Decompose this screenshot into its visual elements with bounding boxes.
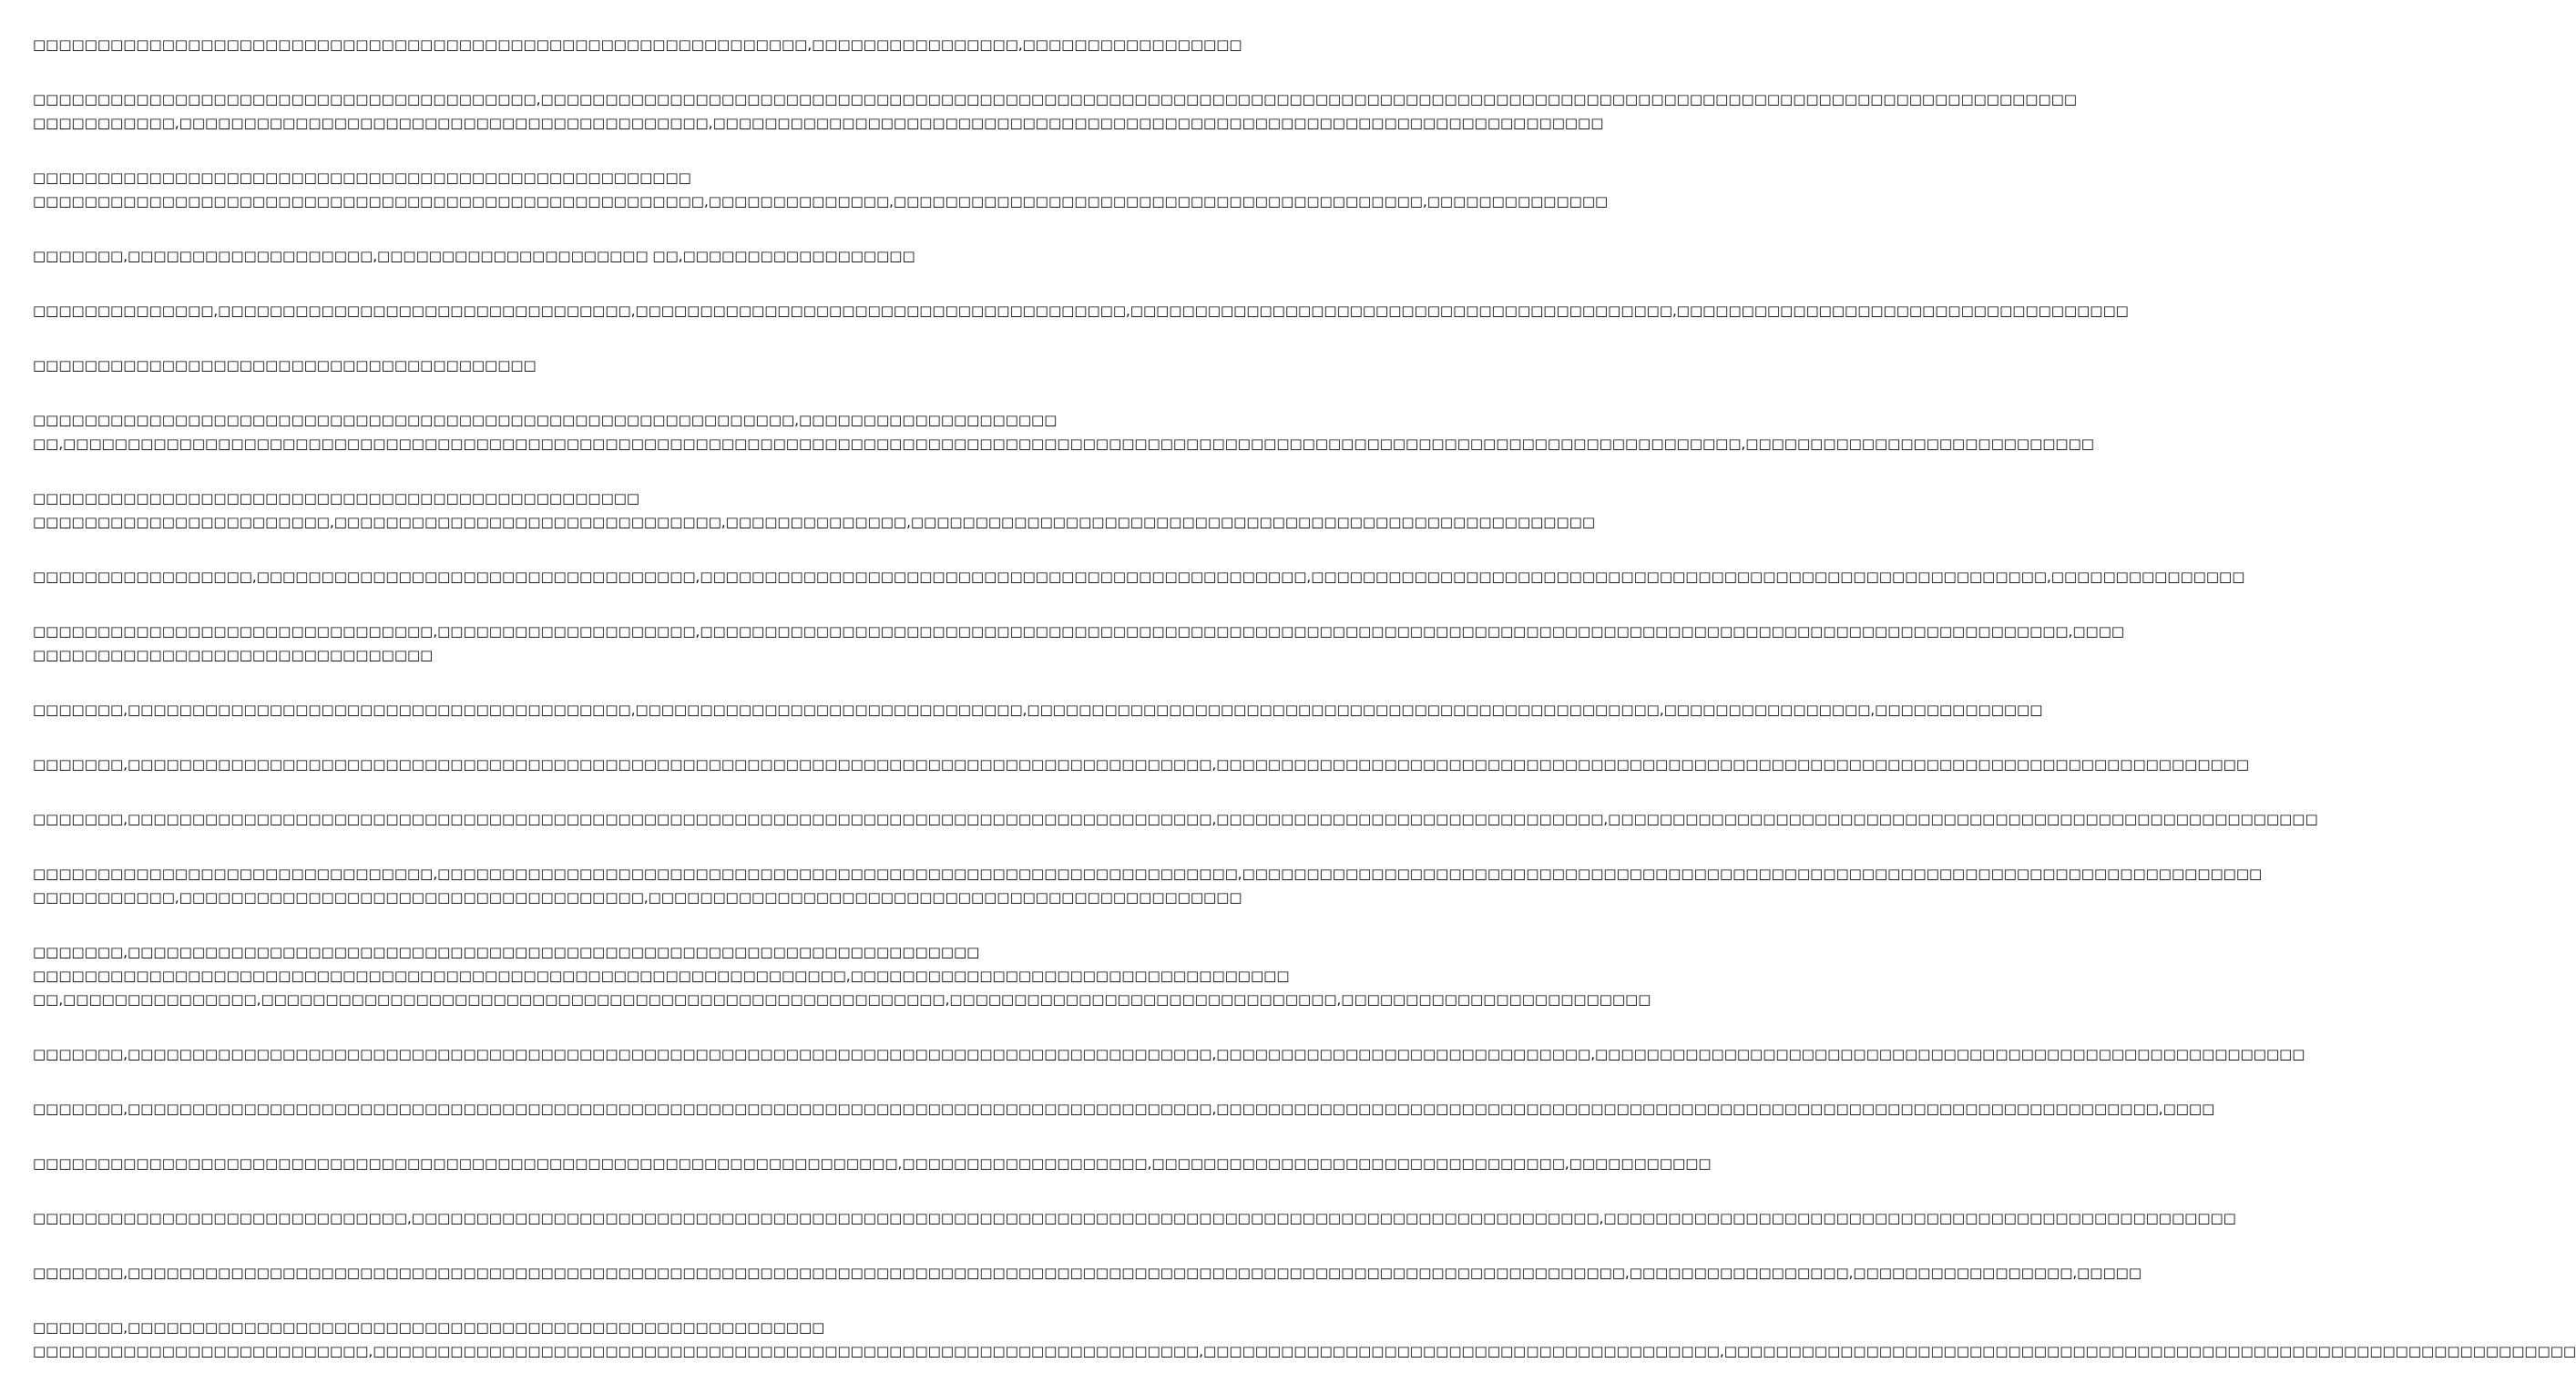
text-line: □□□□□□□□□□□□□□□□□□□□□□□□□□□□□□□,□□□□□□□□□□□□□□□□□□□□,□□□□□□□□□□□□□□□□□□□□□□□□□□□□□□□□□□□□□□□□□□□□□□□□□□□□□□□□□□□□□□□□□□□□□□□□□□□□□□□□□□□□□□□□□□□□□□□□□□□□□□□□□□,□□□□ — [33, 623, 2125, 640]
text-line: □□□□□□□□□□□□□□□□□□□□□□□□□□,□□□□□□□□□□□□□□□□□□□□□□□□□□□□□□□□□□□□□□□□□□□□□□□□□□□□□□□□□□□□□□□□,□□□□□□□□□□□□□□□□□□□□□□□□□□□□□□□□□□□□□□□□,□□□□□□□□□□□□□□□□□□□□□□□□□□□□□□□□□□□□□□□□□□□□□□□□□□□□□□□□□□□□□□□□□□ — [33, 1343, 2576, 1359]
paragraph — [33, 1261, 2142, 1285]
text-line: □□□□□□□□□□□□□□,□□□□□□□□□□□□□□□□□□□□□□□□□□□□□□□□,□□□□□□□□□□□□□□□□□□□□□□□□□□□□□□□□□□□□□□,□□□□□□□□□□□□□□□□□□□□□□□□□□□□□□□□□□□□□□□□□□,□□□□□□□□□□□□□□□□□□□□□□□□□□□□□□□□□□□ — [33, 302, 2129, 319]
paragraph — [33, 807, 2318, 831]
text-line: □□□□□□□□□□□□□□□□□□□□□□□□□□□□□□□□□□□□□□□□□□□□□□□□□□□□,□□□□□□□□□□□□□□,□□□□□□□□□□□□□□□□□□□□□□□□□□□□□□□□□□□□□□□□□,□□□□□□□□□□□□□□ — [33, 193, 1609, 210]
text-line: □□□□□□□,□□□□□□□□□□□□□□□□□□□□□□□□□□□□□□□□□□□□□□□□□□□□□□□□□□□□□□□□□□□□□□□□□□□□□□□□□□□□□□□□□□□□,□□□□□□□□□□□□□□□□□□□□□□□□□□□□□,□□□□□□□□□□□□□□□□□□□□□□□□□□□□□□□□□□□□□□□□□□□□□□□□□□□□□□□ — [33, 1046, 2305, 1062]
paragraph — [33, 1316, 2576, 1363]
paragraph — [33, 1152, 1712, 1175]
paragraph — [33, 1042, 2305, 1066]
paragraph — [33, 354, 902, 377]
text-line: □□□□□□□□□□□□□□□□□□□□□□□□□□□□□□□□□□□□□□□ — [33, 357, 537, 374]
text-line: □□□□□□□,□□□□□□□□□□□□□□□□□□□□□□□□□□□□□□□□□□□□□□□□□□□□□□□□□□□□□□ — [33, 1319, 825, 1336]
text-line: □□□□□□□□□□□□□□□□□□□□□□□□□□□□□,□□□□□□□□□□□□□□□□□□□□□□□□□□□□□□□□□□□□□□□□□□□□□□□□□□□□□□□□□□□□□□□□□□□□□□□□□□□□□□□□□□□□□□□□□□□□,□□□□□□□□□□□□□□□□□□□□□□□□□□□□□□□□□□□□□□□□□□□□□□□□□ — [33, 1210, 2236, 1226]
text-line: □□□□□□□□□□□□□□□□□□□□□□□□□□□□□□□□□□□□□□□□□□□□□□□□□□□□□□□□□□□□□□□,□□□□□□□□□□□□□□□□□□□□□□□□□□□□□□□□□□ — [33, 968, 1290, 984]
paragraph — [33, 166, 1609, 213]
text-line: □□□□□□□,□□□□□□□□□□□□□□□□□□□□□□□□□□□□□□□□□□□□□□□,□□□□□□□□□□□□□□□□□□□□□□□□□□□□□□,□□□□□□□□□□□□□□□□□□□□□□□□□□□□□□□□□□□□□□□□□□□□□□□□□,□□□□□□□□□□□□□□□□,□□□□□□□□□□□□□ — [33, 702, 2043, 718]
text-line: □□,□□□□□□□□□□□□□□□□□□□□□□□□□□□□□□□□□□□□□□□□□□□□□□□□□□□□□□□□□□□□□□□□□□□□□□□□□□□□□□□□□□□□□□□□□□□□□□□□□□□□□□□□□□□□□□□□□□□□□□□□□□□□□□□□□□,□□□□□□□□□□□□□□□□□□□□□□□□□□□ — [33, 436, 2094, 452]
paragraph — [33, 299, 2129, 323]
text-line: □□□□□□□,□□□□□□□□□□□□□□□□□□□□□□□□□□□□□□□□□□□□□□□□□□□□□□□□□□□□□□□□□□□□□□□□□□□□□□□□□□□□□□□□□□□□,□□□□□□□□□□□□□□□□□□□□□□□□□□□□□□□□□□□□□□□□□□□□□□□□□□□□□□□□□□□□□□□□□□□□□□□□□□□□□□□□ — [33, 756, 2250, 773]
paragraph — [33, 87, 2078, 135]
text-line: □□□□□□□□□□□□□□□□□□□□□□□□□□□□□□□ — [33, 647, 434, 663]
text-line: □□□□□□□,□□□□□□□□□□□□□□□□□□□,□□□□□□□□□□□□□□□□□□□□□ □□,□□□□□□□□□□□□□□□□□□ — [33, 248, 915, 264]
text-line: □□□□□□□□□□□□□□□□□□□□□□□□□□□□□□□□□□□□□□□□□□□□□□□□□□□□□□□□□□□□,□□□□□□□□□□□□□□□□,□□□□□□□□□□□□□□□□□ — [33, 36, 1242, 53]
text-line: □□□□□□□,□□□□□□□□□□□□□□□□□□□□□□□□□□□□□□□□□□□□□□□□□□□□□□□□□□□□□□□□□□□□□□□□□□ — [33, 944, 980, 960]
paragraph — [33, 1206, 2236, 1230]
paragraph — [33, 753, 2250, 776]
text-line: □□□□□□□,□□□□□□□□□□□□□□□□□□□□□□□□□□□□□□□□□□□□□□□□□□□□□□□□□□□□□□□□□□□□□□□□□□□□□□□□□□□□□□□□□□□□,□□□□□□□□□□□□□□□□□□□□□□□□□□□□□□□□□□□□□□□□□□□□□□□□□□□□□□□□□□□□□□□□□□□□□□□□□,□□□□ — [33, 1101, 2215, 1117]
text-line: □□□□□□□□□□□,□□□□□□□□□□□□□□□□□□□□□□□□□□□□□□□□□□□□□□□□□,□□□□□□□□□□□□□□□□□□□□□□□□□□□□□□□□□□□□□□□□□□□□□□□□□□□□□□□□□□□□□□□□□□□□□ — [33, 115, 1604, 131]
text-line: □□□□□□□□□□□□□□□□□□□□□□□□□□□□□□□□□□□□□□□□□□□□□□□□□□□ — [33, 169, 691, 186]
text-line: □□□□□□□,□□□□□□□□□□□□□□□□□□□□□□□□□□□□□□□□□□□□□□□□□□□□□□□□□□□□□□□□□□□□□□□□□□□□□□□□□□□□□□□□□□□□□□□□□□□□□□□□□□□□□□□□□□□□□□□□□□□□,□□□□□□□□□□□□□□□□□,□□□□□□□□□□□□□□□□□,□□□□□ — [33, 1265, 2142, 1281]
text-line: □□□□□□□□□□□□□□□□□□□□□□□□□□□□□□□□□□□□□□□□□□□□□□□ — [33, 490, 640, 507]
text-line: □□,□□□□□□□□□□□□□□□,□□□□□□□□□□□□□□□□□□□□□□□□□□□□□□□□□□□□□□□□□□□□□□□□□□□□□,□□□□□□□□□□□□□□□□□□□□□□□□□□□□□□,□□□□□□□□□□□□□□□□□□□□□□□□ — [33, 991, 1651, 1008]
text-line: □□□□□□□□□□□□□□□□□□□□□□□□□□□□□□□□□□□□□□□,□□□□□□□□□□□□□□□□□□□□□□□□□□□□□□□□□□□□□□□□□□□□□□□□□□□□□□□□□□□□□□□□□□□□□□□□□□□□□□□□□□□□□□□□□□□□□□□□□□□□□□□□□□□□□□□□□□□□□□□ — [33, 91, 2078, 108]
paragraph — [33, 698, 2043, 722]
paragraph — [33, 33, 1242, 56]
paragraph — [33, 620, 2125, 667]
paragraph — [33, 565, 2245, 589]
text-line: □□□□□□□□□□□□□□□□□□□□□□□□□□□□□□□□□□□□□□□□□□□□□□□□□□□□□□□□□□□,□□□□□□□□□□□□□□□□□□□□ — [33, 412, 1058, 428]
text-line: □□□□□□□□□□□□□□□□□□□□□□□,□□□□□□□□□□□□□□□□□□□□□□□□□□□□□□,□□□□□□□□□□□□□□,□□□□□□□□□□□□□□□□□□□□□□□□□□□□□□□□□□□□□□□□□□□□□□□□□□□□□ — [33, 514, 1595, 530]
paragraph — [33, 408, 2094, 456]
text-line: □□□□□□□□□□□,□□□□□□□□□□□□□□□□□□□□□□□□□□□□□□□□□□□□,□□□□□□□□□□□□□□□□□□□□□□□□□□□□□□□□□□□□□□□□□□□□□□ — [33, 889, 1242, 906]
document-page — [33, 33, 2576, 1394]
text-line: □□□□□□□,□□□□□□□□□□□□□□□□□□□□□□□□□□□□□□□□□□□□□□□□□□□□□□□□□□□□□□□□□□□□□□□□□□□□□□□□□□□□□□□□□□□□,□□□□□□□□□□□□□□□□□□□□□□□□□□□□□□,□□□□□□□□□□□□□□□□□□□□□□□□□□□□□□□□□□□□□□□□□□□□□□□□□□□□□□□ — [33, 811, 2318, 827]
text-line: □□□□□□□□□□□□□□□□□□□□□□□□□□□□□□□□□□□□□□□□□□□□□□□□□□□□□□□□□□□□□□□□□□□,□□□□□□□□□□□□□□□□□□□,□□□□□□□□□□□□□□□□□□□□□□□□□□□□□□□□,□□□□□□□□□□□ — [33, 1155, 1712, 1172]
text-line: □□□□□□□□□□□□□□□□□□□□□□□□□□□□□□□,□□□□□□□□□□□□□□□□□□□□□□□□□□□□□□□□□□□□□□□□□□□□□□□□□□□□□□□□□□□□□□,□□□□□□□□□□□□□□□□□□□□□□□□□□□□□□□□□□□□□□□□□□□□□□□□□□□□□□□□□□□□□□□□□□□□□□□□□□□□□□□ — [33, 866, 2263, 882]
paragraph — [33, 862, 2263, 909]
paragraph — [33, 487, 1595, 534]
paragraph — [33, 940, 1651, 1011]
paragraph — [33, 1097, 2215, 1121]
text-line: □□□□□□□□□□□□□□□□□,□□□□□□□□□□□□□□□□□□□□□□□□□□□□□□□□□□,□□□□□□□□□□□□□□□□□□□□□□□□□□□□□□□□□□□□□□□□□□□□□□□,□□□□□□□□□□□□□□□□□□□□□□□□□□□□□□□□□□□□□□□□□□□□□□□□□□□□□□□□□,□□□□□□□□□□□□□□□ — [33, 569, 2245, 585]
paragraph — [33, 244, 915, 268]
